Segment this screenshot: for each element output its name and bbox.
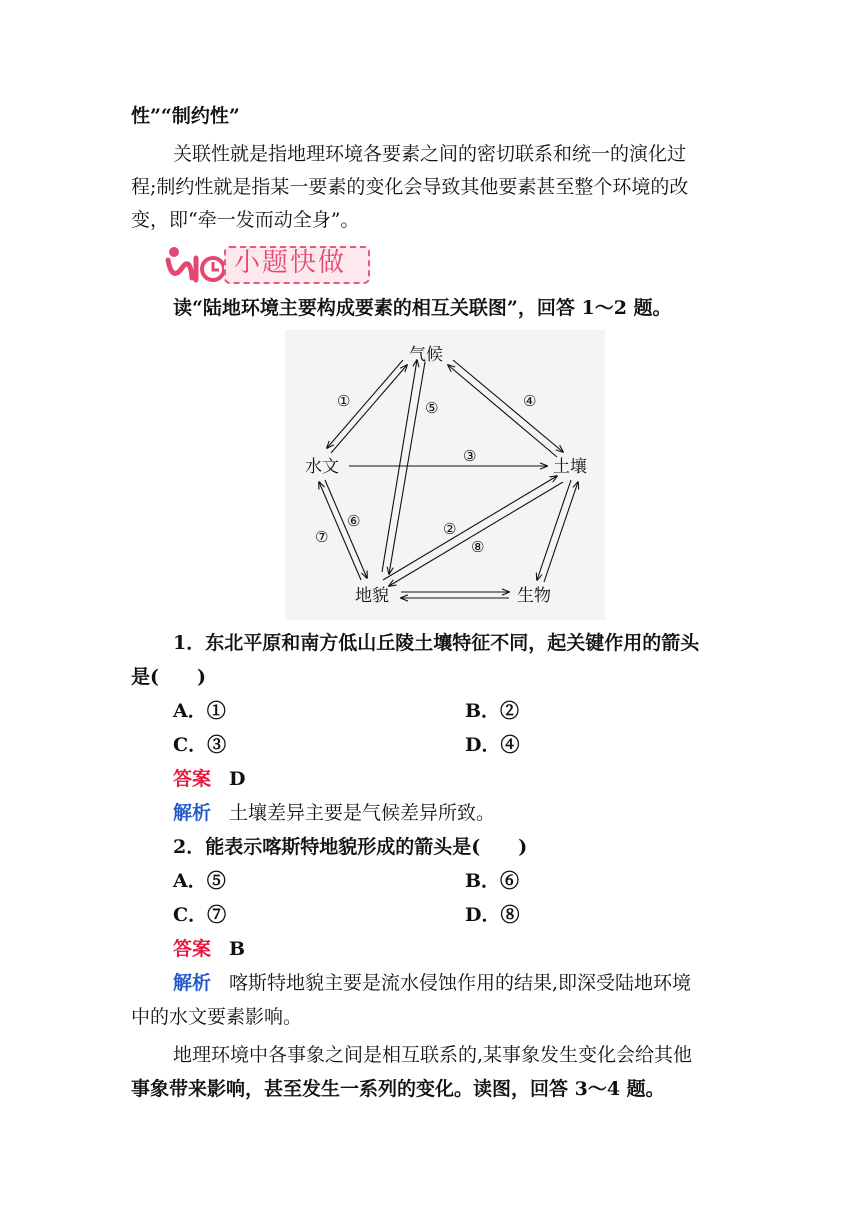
node-landform: 地貌 — [355, 586, 389, 606]
q2-option-d: D．⑧ — [465, 904, 520, 926]
label-4: ④ — [523, 392, 537, 410]
q2-option-c: C．⑦ — [173, 904, 227, 926]
section-heading: 性”“制约性” — [131, 105, 240, 127]
arrow-2 — [383, 476, 557, 580]
quick-practice-banner — [160, 242, 368, 286]
q1-answer-label: 答案 — [173, 768, 212, 790]
label-7: ⑦ — [315, 528, 329, 546]
q2-option-b: B．⑥ — [465, 870, 520, 892]
q2-answer-row — [173, 936, 245, 962]
label-3: ③ — [463, 447, 477, 465]
node-biology: 生物 — [517, 586, 551, 606]
q2-analysis-line-1: 喀斯特地貌主要是流水侵蚀作用的结果,即深受陆地环境 — [229, 972, 692, 994]
q1-answer: D — [229, 768, 246, 790]
q1-analysis: 土壤差异主要是气候差异所致。 — [229, 802, 496, 824]
relationship-diagram — [285, 330, 605, 620]
q2-analysis-label: 解析 — [173, 972, 212, 994]
arrow-soil-biology-b — [544, 482, 578, 582]
label-6: ⑥ — [347, 512, 361, 530]
intro-paragraph-line-3: 变，即“牵一发而动全身”。 — [131, 209, 360, 231]
banner-label: 小题快做 — [234, 248, 347, 278]
q1-option-a: A．① — [173, 700, 226, 722]
q1-option-b: B．② — [465, 700, 520, 722]
q1-stem-line-2: 是( ) — [131, 666, 206, 688]
q1-option-d: D．④ — [465, 734, 520, 756]
node-climate: 气候 — [409, 345, 443, 365]
q2-answer-label: 答案 — [173, 938, 212, 960]
label-5: ⑤ — [425, 399, 439, 417]
q2-analysis-line-2: 中的水文要素影响。 — [131, 1006, 303, 1028]
q2-option-a: A．⑤ — [173, 870, 226, 892]
node-soil: 土壤 — [553, 457, 587, 477]
label-8: ⑧ — [471, 538, 485, 556]
arrow-6 — [325, 480, 367, 578]
arrow-8 — [389, 482, 563, 586]
label-2: ② — [443, 520, 457, 538]
arrow-4-b — [448, 365, 557, 457]
quick-practice-logo-icon — [160, 242, 230, 286]
label-1: ① — [337, 392, 351, 410]
arrow-4-a — [453, 360, 563, 452]
q1-answer-row — [173, 766, 246, 792]
q2-answer: B — [229, 938, 246, 960]
outro-line-1: 地理环境中各事象之间是相互联系的,某事象发生变化会给其他 — [173, 1044, 693, 1066]
arrow-5-b — [389, 362, 425, 574]
q1-analysis-label: 解析 — [173, 802, 212, 824]
q2-stem: 2．能表示喀斯特地貌形成的箭头是( ) — [173, 836, 528, 858]
node-hydrology: 水文 — [305, 457, 339, 477]
q1-option-c: C．③ — [173, 734, 227, 756]
q1-analysis-row — [173, 800, 495, 826]
outro-line-2: 事象带来影响，甚至发生一系列的变化。读图，回答 3～4 题。 — [131, 1078, 665, 1100]
q2-analysis-row — [173, 970, 691, 996]
question-intro: 读“陆地环境主要构成要素的相互关联图”，回答 1～2 题。 — [173, 297, 672, 319]
intro-paragraph-line-2: 程;制约性就是指某一要素的变化会导致其他要素甚至整个环境的改 — [131, 176, 689, 198]
intro-paragraph-line-1: 关联性就是指地理环境各要素之间的密切联系和统一的演化过 — [173, 143, 687, 165]
q1-stem-line-1: 1．东北平原和南方低山丘陵土壤特征不同，起关键作用的箭头 — [173, 632, 700, 654]
